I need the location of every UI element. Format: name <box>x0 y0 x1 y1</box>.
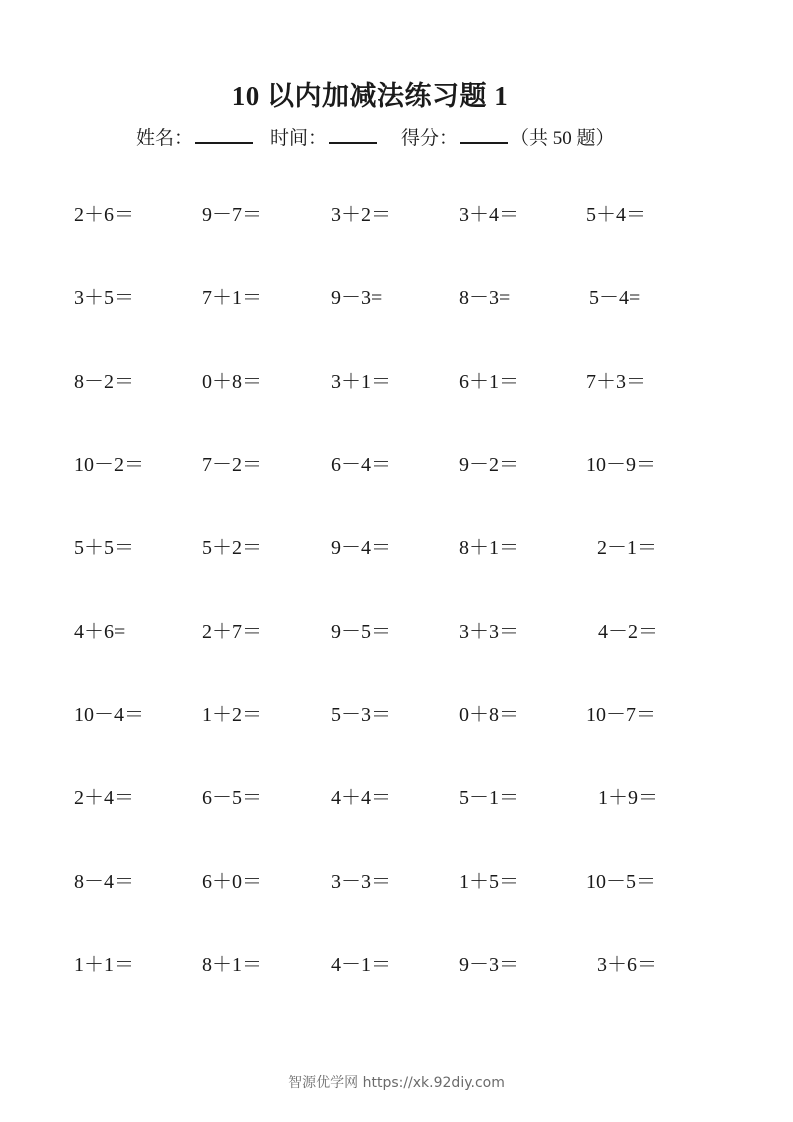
problem-item: 8－2＝ <box>74 371 134 393</box>
problem-item: 7＋3＝ <box>586 371 646 393</box>
problem-item: 6＋0＝ <box>202 871 262 893</box>
problem-item: 8－3= <box>459 287 511 309</box>
problem-item: 5－4= <box>589 287 641 309</box>
problem-item: 10－4＝ <box>74 704 144 726</box>
problem-item: 3＋6＝ <box>597 954 657 976</box>
problem-item: 5－1＝ <box>459 787 519 809</box>
problem-item: 3＋1＝ <box>331 371 391 393</box>
problem-item: 10－7＝ <box>586 704 656 726</box>
time-label: 时间： <box>270 128 328 149</box>
problem-item: 3＋2＝ <box>331 204 391 226</box>
footer-watermark: 智源优学网 https://xk.92diy.com <box>288 1075 505 1091</box>
problem-item: 4＋4＝ <box>331 787 391 809</box>
problem-item: 5＋2＝ <box>202 537 262 559</box>
problem-item: 3＋3＝ <box>459 621 519 643</box>
problem-item: 4＋6= <box>74 621 126 643</box>
problem-item: 6＋1＝ <box>459 371 519 393</box>
problem-item: 5－3＝ <box>331 704 391 726</box>
problem-item: 5＋4＝ <box>586 204 646 226</box>
problem-item: 3－3＝ <box>331 871 391 893</box>
problem-item: 9－3= <box>331 287 383 309</box>
problem-item: 2＋4＝ <box>74 787 134 809</box>
worksheet-title: 10 以内加减法练习题 1 <box>231 81 509 111</box>
problem-item: 10－9＝ <box>586 454 656 476</box>
problem-item: 4－2＝ <box>598 621 658 643</box>
problem-item: 1＋5＝ <box>459 871 519 893</box>
problem-item: 8＋1＝ <box>459 537 519 559</box>
problem-item: 7＋1＝ <box>202 287 262 309</box>
problem-item: 9－2＝ <box>459 454 519 476</box>
problem-item: 2＋7＝ <box>202 621 262 643</box>
problem-item: 10－5＝ <box>586 871 656 893</box>
problem-item: 0＋8＝ <box>202 371 262 393</box>
problem-item: 2－1＝ <box>597 537 657 559</box>
problem-item: 3＋5＝ <box>74 287 134 309</box>
problem-item: 9－4＝ <box>331 537 391 559</box>
problem-item: 5＋5＝ <box>74 537 134 559</box>
problem-item: 1＋1＝ <box>74 954 134 976</box>
problem-item: 3＋4＝ <box>459 204 519 226</box>
problem-item: 8＋1＝ <box>202 954 262 976</box>
total-note: （共 50 题） <box>510 128 615 149</box>
name-label: 姓名： <box>136 128 194 149</box>
problem-item: 2＋6＝ <box>74 204 134 226</box>
problem-item: 9－5＝ <box>331 621 391 643</box>
problem-item: 8－4＝ <box>74 871 134 893</box>
problem-item: 1＋2＝ <box>202 704 262 726</box>
problem-item: 4－1＝ <box>331 954 391 976</box>
problem-item: 1＋9＝ <box>598 787 658 809</box>
problem-item: 7－2＝ <box>202 454 262 476</box>
problem-item: 6－4＝ <box>331 454 391 476</box>
problem-item: 9－7＝ <box>202 204 262 226</box>
problem-item: 6－5＝ <box>202 787 262 809</box>
problem-item: 10－2＝ <box>74 454 144 476</box>
score-label: 得分： <box>401 128 459 149</box>
problem-item: 0＋8＝ <box>459 704 519 726</box>
problem-item: 9－3＝ <box>459 954 519 976</box>
